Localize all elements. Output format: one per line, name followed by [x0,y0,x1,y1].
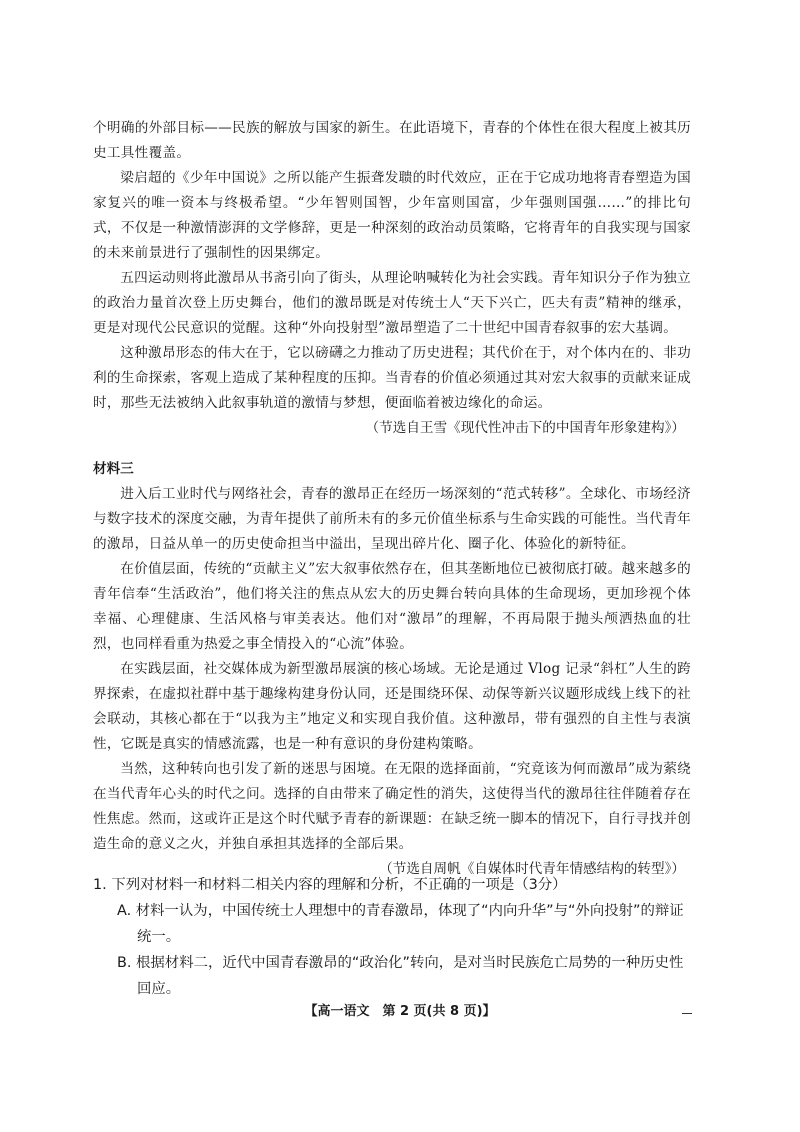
question-one [93,872,703,1002]
option-a-line-2: 统一。 [137,929,181,945]
option-b[interactable] [93,950,703,1002]
paragraph-may-fourth: 五四运动则将此激昂从书斋引向了街头，从理论呐喊转化为社会实践。青年知识分子作为独立的政治力量首次登上历史舞台，他们的激昂既是对传统士人“天下兴亡，匹夫有责”精神的继承，更是对现代公民意识的觉醒。这种“外向投射型”激昂塑造了二十世纪中国青春叙事的宏大基调。 [93,270,691,336]
source-citation-material-two: （节选自王雪《现代性冲击下的中国青年形象建构》） [365,420,685,436]
paragraph-liang-qichao: 梁启超的《少年中国说》之所以能产生振聋发聩的时代效应，正在于它成功地将青春塑造为国家复兴的唯一资本与终极希望。“少年智则国智，少年富则国富，少年强则国强……”的排比句式，不仅是一种激情澎湃的文学修辞，更是一种深刻的政治动员策略，它将青年的自我实现与国家的未来前景进行了强制性的因果绑定。 [93,170,691,261]
option-a-line-1: A. 材料一认为，中国传统士人理想中的青春激昂，体现了“内向升华”与“外向投射”的辩证 [117,903,684,919]
paragraph-greatness-cost: 这种激昂形态的伟大在于，它以磅礴之力推动了历史进程；其代价在于，对个体内在的、非功利的生命探索，客观上造成了某种程度的压抑。当青春的价值必须通过其对宏大叙事的贡献来证成时，那些无法被纳入此叙事轨道的激情与梦想，便面临着被边缘化的命运。 [93,345,691,411]
option-a[interactable] [93,898,703,950]
material-two-continued [93,116,691,441]
paragraph-paradigm-shift: 进入后工业时代与网络社会，青春的激昂正在经历一场深刻的“范式转移”。全球化、市场经济与数字技术的深度交融，为青年提供了前所未有的多元价值坐标系与生命实践的可能性。当代青年的激昂，日益从单一的历史使命担当中溢出，呈现出碎片化、圈子化、体验化的新特征。 [93,486,691,552]
option-b-line-1: B. 根据材料二，近代中国青春激昂的“政治化”转向，是对当时民族危亡局势的一种历史性 [117,955,684,971]
source-citation-material-three: （节选自周帆《自媒体时代青年情感结构的转型》） [379,861,685,877]
material-three-heading: 材料三 [93,461,134,477]
paragraph-opening: 个明确的外部目标——民族的解放与国家的新生。在此语境下，青春的个体性在很大程度上被其历史工具性覆盖。 [93,120,691,161]
paragraph-new-dilemma: 当然，这种转向也引发了新的迷思与困境。在无限的选择面前，“究竟该为何而激昂”成为萦绕在当代青年心头的时代之问。选择的自由带来了确定性的消失，这使得当代的激昂往往伴随着存在性焦虑。然而，这或许正是这个时代赋予青春的新课题：在缺乏统一脚本的情况下，自行寻找并创造生命的意义之火，并独自承担其选择的全部后果。 [93,761,691,852]
material-three [93,456,691,882]
page-footer: 【高一语文 第 2 页(共 8 页)】 [304,1004,496,1019]
option-b-line-2: 回应。 [137,981,181,997]
question-one-stem: 1. 下列对材料一和材料二相关内容的理解和分析，不正确的一项是（3分） [93,877,567,893]
paragraph-value-level: 在价值层面，传统的“贡献主义”宏大叙事依然存在，但其垄断地位已被彻底打破。越来越多的青年信奉“生活政治”，他们将关注的焦点从宏大的历史舞台转向具体的生命现场，更加珍视个体幸福、心理健康、生活风格与审美表达。他们对“激昂”的理解，不再局限于抛头颅洒热血的壮烈，也同样看重为热爱之事全情投入的“心流”体验。 [93,561,691,652]
paragraph-practice-level: 在实践层面，社交媒体成为新型激昂展演的核心场域。无论是通过 Vlog 记录“斜杠”人生的跨界探索，在虚拟社群中基于趣缘构建身份认同，还是围绕环保、动保等新兴议题形成线上线下的社会联动，其核心都在于“以我为主”地定义和实现自我价值。这种激昂，带有强烈的自主性与表演性，它既是真实的情感流露，也是一种有意识的身份建构策略。 [93,661,691,752]
corner-mark [682,1013,692,1014]
